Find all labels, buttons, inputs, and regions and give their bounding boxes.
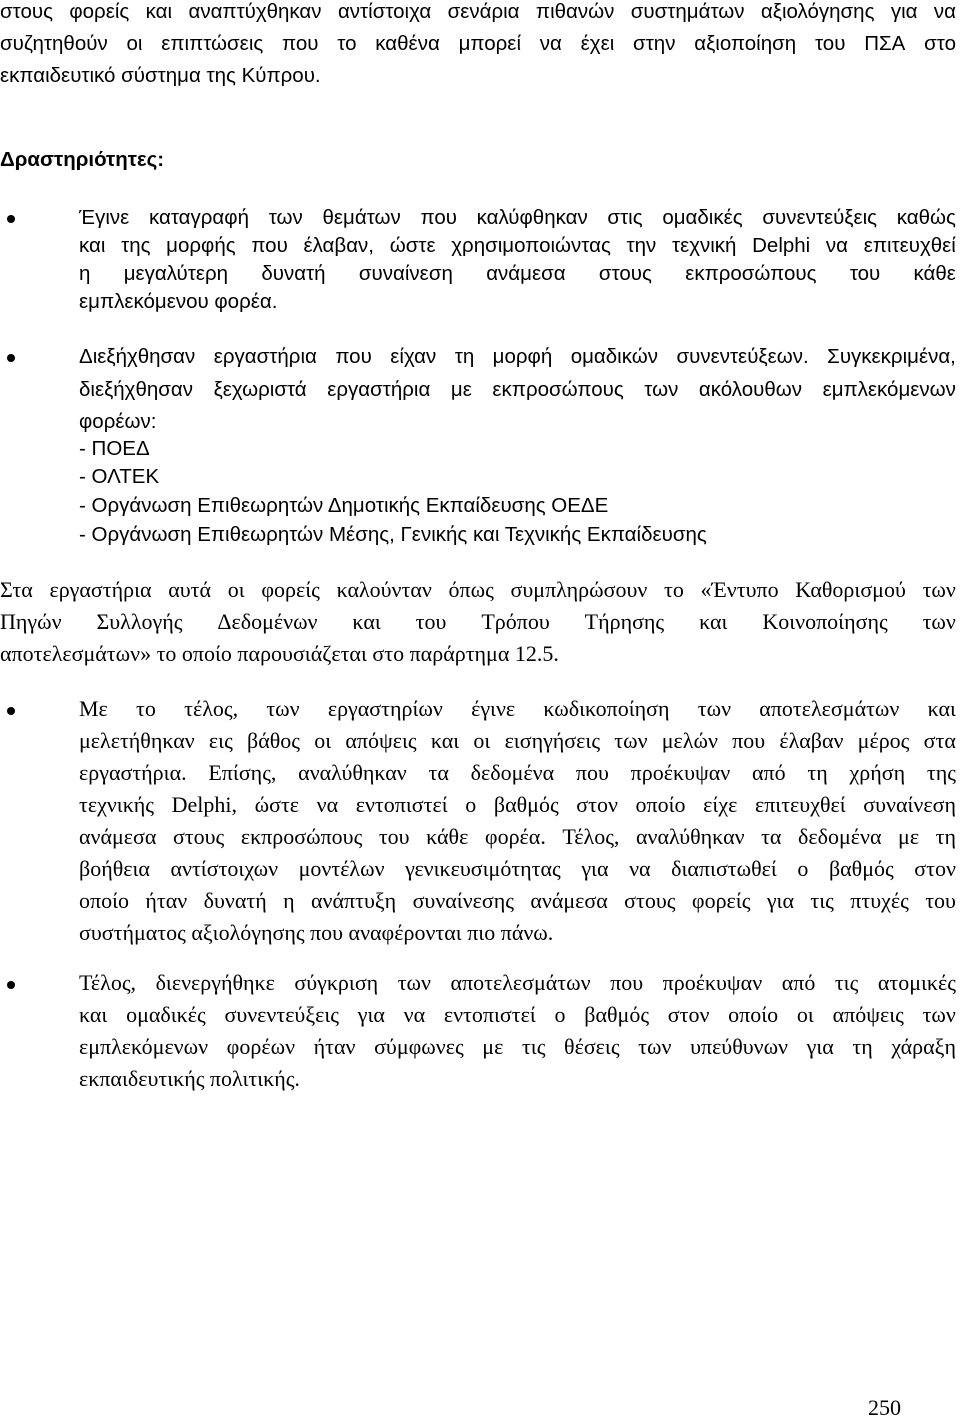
word: σύγκριση: [294, 970, 379, 995]
word: και: [927, 696, 956, 721]
word: που: [282, 32, 319, 55]
word: το: [664, 577, 684, 602]
word: εργαστηρίων: [327, 696, 443, 721]
word: φορέα.: [484, 824, 546, 849]
word: διεξήχθησαν: [79, 378, 194, 401]
word: συζητηθούν: [0, 32, 108, 55]
word: επιπτώσεις: [161, 32, 264, 55]
word: χάραξη: [891, 1034, 956, 1059]
word: ομαδικών: [570, 345, 658, 368]
word: «Έντυπο: [700, 577, 779, 602]
word: εμπλεκόμενων: [822, 378, 956, 401]
word: οποίο: [79, 888, 130, 913]
word: χρήση: [849, 760, 906, 785]
word: καταγραφή: [149, 206, 249, 229]
word: γενικευσιμότητας: [405, 856, 561, 881]
word: Συλλογής: [96, 609, 183, 634]
bullet1-line: [79, 234, 956, 258]
word: δεδομένα: [470, 760, 555, 785]
word: των: [266, 696, 300, 721]
word: ανάμεσα: [486, 262, 566, 285]
word: διαπιστωθεί: [671, 856, 777, 881]
word: έλαβαν,: [303, 234, 374, 257]
word: για: [581, 856, 609, 881]
word: για: [806, 1034, 834, 1059]
word: για: [890, 0, 918, 23]
word: κάθε: [913, 262, 956, 285]
word: μελών: [661, 728, 718, 753]
word: εμπλεκόμενων: [79, 1034, 209, 1059]
word: εκπροσώπους: [492, 378, 624, 401]
word: ατομικές: [877, 970, 956, 995]
bullet3-line: [79, 761, 956, 785]
word: όπως: [448, 577, 494, 602]
word: να: [316, 792, 339, 817]
word: διενεργήθηκε: [155, 970, 275, 995]
word: από: [781, 970, 816, 995]
word: και: [352, 609, 381, 634]
word: ανάμεσα: [530, 888, 608, 913]
word: των: [922, 1002, 956, 1027]
word: του: [849, 262, 881, 285]
dash-list-item: - Οργάνωση Επιθεωρητών Μέσης, Γενικής και Τεχνικής Εκπαίδευσης: [79, 523, 707, 546]
word: προέκυψαν: [662, 970, 763, 995]
word: βάθος: [247, 728, 300, 753]
word: του: [814, 32, 846, 55]
word: αξιολόγησης: [760, 0, 875, 23]
word: Delphi,: [171, 792, 238, 817]
word: φορείς: [261, 577, 320, 602]
word: δυνατή: [203, 888, 267, 913]
word: οποίο: [728, 1002, 779, 1027]
word: τις: [810, 888, 834, 913]
word: έγινε: [471, 696, 516, 721]
word: να: [825, 234, 849, 257]
word: φορείς: [691, 888, 751, 913]
word: ώστε: [389, 234, 436, 257]
bullet1-line: [79, 206, 956, 230]
word: για: [357, 1002, 385, 1027]
word: οι: [227, 577, 245, 602]
word: στο: [924, 32, 956, 55]
word: Δεδομένων: [217, 609, 318, 634]
word: θεμάτων: [322, 206, 401, 229]
word: αντίστοιχων: [170, 856, 279, 881]
word: των: [922, 577, 956, 602]
bullet-icon: [7, 981, 15, 989]
word: έχει: [580, 32, 615, 55]
bullet4-line: [79, 971, 956, 995]
word: βαθμός: [493, 792, 559, 817]
word: εισηγήσεις: [504, 728, 601, 753]
word: που: [732, 728, 766, 753]
word: τέλος,: [184, 696, 239, 721]
word: στον: [576, 792, 618, 817]
word: μοντέλων: [298, 856, 385, 881]
word: συναίνεση: [358, 262, 453, 285]
bullet3-line: [79, 793, 956, 817]
word: των: [697, 696, 732, 721]
word: μέρος: [857, 728, 910, 753]
intro-line: [0, 0, 956, 24]
word: που: [610, 970, 644, 995]
word: κωδικοποίηση: [543, 696, 670, 721]
word: τις: [521, 1034, 546, 1059]
word: πτυχές: [850, 888, 909, 913]
word: συνεντεύξεις: [224, 1002, 340, 1027]
word: Τέλος,: [79, 970, 137, 995]
bullet4-line: [79, 1003, 956, 1027]
bullet3-line: [79, 825, 956, 849]
word: που: [420, 206, 457, 229]
word: οι: [314, 728, 332, 753]
word: δυνατή: [261, 262, 326, 285]
dash-list-item: - ΠΟΕΔ: [79, 437, 150, 460]
word: να: [403, 1002, 426, 1027]
word: μορφή: [492, 345, 553, 368]
word: στους: [0, 0, 53, 23]
word: τεχνική: [671, 234, 737, 257]
word: απόψεις: [832, 1002, 904, 1027]
word: το: [136, 696, 156, 721]
word: του: [925, 888, 956, 913]
word: ήταν: [145, 888, 188, 913]
word: συστημάτων: [630, 0, 745, 23]
word: θέσεις: [564, 1034, 620, 1059]
workshops-line: [0, 578, 956, 602]
word: των: [644, 378, 679, 401]
word: καθένα: [375, 32, 440, 55]
word: τη: [852, 1034, 873, 1059]
word: Τρόπου: [481, 609, 550, 634]
word: στον: [667, 1002, 710, 1027]
word: απόψεις: [345, 728, 417, 753]
dash-list-item: - ΟΛΤΕΚ: [79, 465, 160, 488]
word: ήταν: [313, 1034, 356, 1059]
word: το: [337, 32, 357, 55]
word: αξιοποίηση: [694, 32, 797, 55]
word: μεγαλύτερη: [123, 262, 229, 285]
word: σενάρια: [447, 0, 520, 23]
word: εντοπιστεί: [355, 792, 448, 817]
bullet1-line: [79, 262, 956, 286]
bullet3-line: [79, 857, 956, 881]
word: εργαστήρια: [213, 345, 317, 368]
intro-line: εκπαιδευτικό σύστημα της Κύπρου.: [0, 64, 321, 87]
word: ανάπτυξη: [311, 888, 397, 913]
word: φορέων: [226, 1034, 296, 1059]
page-number: 250: [868, 1395, 901, 1420]
word: βοήθεια: [79, 856, 150, 881]
word: την: [626, 234, 657, 257]
word: από: [752, 760, 786, 785]
word: μπορεί: [458, 32, 521, 55]
word: εις: [208, 728, 233, 753]
word: και: [79, 1002, 108, 1027]
word: Τέλος,: [562, 824, 620, 849]
word: Καθορισμού: [795, 577, 906, 602]
word: μορφής: [166, 234, 236, 257]
word: τη: [454, 345, 475, 368]
bullet3-line: [79, 889, 956, 913]
word: τη: [935, 824, 956, 849]
word: και: [79, 234, 106, 257]
word: ομαδικές: [662, 206, 743, 229]
word: του: [415, 609, 447, 634]
word: αποτελεσμάτων: [759, 696, 900, 721]
word: είχε: [703, 792, 738, 817]
word: ΠΣΑ: [864, 32, 906, 55]
bullet3-line: συστήματος αξιολόγησης που αναφέρονται πιο πάνω.: [79, 920, 554, 945]
word: συναίνεσης: [412, 888, 514, 913]
word: είχαν: [390, 345, 437, 368]
word: στους: [172, 824, 225, 849]
word: και: [699, 609, 728, 634]
word: Πηγών: [0, 609, 62, 634]
bullet-icon: [7, 707, 15, 715]
word: τα: [428, 760, 449, 785]
word: των: [922, 609, 956, 634]
bullet2-line: [79, 345, 956, 369]
word: που: [575, 760, 609, 785]
word: εκπροσώπους: [240, 824, 363, 849]
word: της: [926, 760, 956, 785]
word: αυτά: [168, 577, 212, 602]
word: αντίστοιχα: [337, 0, 432, 23]
word: και: [145, 0, 173, 23]
word: καλούνταν: [336, 577, 432, 602]
bullet-icon: [7, 215, 15, 223]
word: πιθανών: [535, 0, 615, 23]
word: ακόλουθων: [698, 378, 802, 401]
word: επιτευχθεί: [863, 234, 956, 257]
word: Στα: [0, 577, 33, 602]
word: αναλύθηκαν: [635, 824, 745, 849]
bullet1-line: εμπλεκόμενου φορέα.: [79, 290, 278, 313]
word: έλαβαν: [779, 728, 844, 753]
word: στην: [633, 32, 676, 55]
word: φορείς: [69, 0, 130, 23]
word: των: [268, 206, 303, 229]
word: Delphi: [752, 234, 811, 257]
word: μελετήθηκαν: [79, 728, 195, 753]
word: οι: [126, 32, 143, 55]
word: των: [397, 970, 431, 995]
word: με: [482, 1034, 504, 1059]
word: να: [629, 856, 651, 881]
word: εντοπιστεί: [443, 1002, 536, 1027]
word: καθώς: [896, 206, 956, 229]
bullet2-line: [79, 378, 956, 402]
word: Τήρησης: [584, 609, 665, 634]
word: αναλύθηκαν: [298, 760, 407, 785]
word: Κοινοποίησης: [762, 609, 888, 634]
word: χρησιμοποιώντας: [451, 234, 611, 257]
word: για: [766, 888, 794, 913]
word: οι: [796, 1002, 814, 1027]
word: συνεντεύξεων.: [676, 345, 809, 368]
word: να: [539, 32, 562, 55]
word: ο: [797, 856, 809, 881]
word: βαθμός: [828, 856, 894, 881]
word: βαθμός: [584, 1002, 650, 1027]
word: Επίσης,: [208, 760, 277, 785]
workshops-line: [0, 610, 956, 634]
word: τα: [761, 824, 782, 849]
word: με: [450, 378, 472, 401]
word: η: [283, 888, 295, 913]
bullet3-line: [79, 697, 956, 721]
word: του: [378, 824, 410, 849]
word: στα: [923, 728, 956, 753]
word: Διεξήχθησαν: [79, 345, 196, 368]
word: ανάμεσα: [79, 824, 157, 849]
word: στον: [914, 856, 956, 881]
word: Με: [79, 696, 108, 721]
word: να: [933, 0, 956, 23]
word: που: [335, 345, 372, 368]
section-heading: Δραστηριότητες:: [0, 148, 165, 171]
word: στις: [607, 206, 643, 229]
word: εργαστήρια: [327, 378, 431, 401]
word: με: [898, 824, 920, 849]
word: οποίο: [635, 792, 686, 817]
word: αναπτύχθηκαν: [188, 0, 322, 23]
word: εκπροσώπους: [685, 262, 817, 285]
word: συμπληρώσουν: [510, 577, 648, 602]
word: που: [251, 234, 288, 257]
bullet2-line: φορέων:: [79, 410, 157, 433]
bullet4-line: [79, 1035, 956, 1059]
word: της: [121, 234, 151, 257]
word: οι: [473, 728, 491, 753]
bullet-icon: [7, 354, 15, 362]
word: τις: [834, 970, 859, 995]
word: προέκυψαν: [630, 760, 731, 785]
word: επιτευχθεί: [754, 792, 846, 817]
word: ξεχωριστά: [213, 378, 307, 401]
word: ομαδικές: [126, 1002, 206, 1027]
word: τη: [807, 760, 828, 785]
word: αποτελεσμάτων: [450, 970, 591, 995]
word: Έγινε: [79, 206, 130, 229]
bullet3-line: [79, 729, 956, 753]
word: συνεντεύξεις: [762, 206, 878, 229]
word: υπεύθυνων: [690, 1034, 788, 1059]
word: ώστε: [254, 792, 300, 817]
workshops-line: αποτελεσμάτων» το οποίο παρουσιάζεται στο παράρτημα 12.5.: [0, 641, 559, 666]
intro-line: [0, 32, 956, 56]
word: Συγκεκριμένα,: [827, 345, 956, 368]
dash-list-item: - Οργάνωση Επιθεωρητών Δημοτικής Εκπαίδευσης ΟΕΔΕ: [79, 494, 609, 517]
word: των: [614, 728, 648, 753]
word: ο: [465, 792, 477, 817]
word: ο: [554, 1002, 566, 1027]
word: στους: [598, 262, 652, 285]
word: συναίνεση: [863, 792, 956, 817]
word: και: [430, 728, 460, 753]
bullet4-line: εκπαιδευτικής πολιτικής.: [79, 1066, 300, 1091]
word: εργαστήρια: [49, 577, 152, 602]
word: δεδομένα: [798, 824, 882, 849]
word: η: [79, 262, 91, 285]
word: εργαστήρια.: [79, 760, 187, 785]
word: τεχνικής: [79, 792, 155, 817]
word: σύμφωνες: [374, 1034, 464, 1059]
word: των: [638, 1034, 672, 1059]
word: κάθε: [426, 824, 469, 849]
word: στους: [624, 888, 676, 913]
word: καλύφθηκαν: [476, 206, 588, 229]
